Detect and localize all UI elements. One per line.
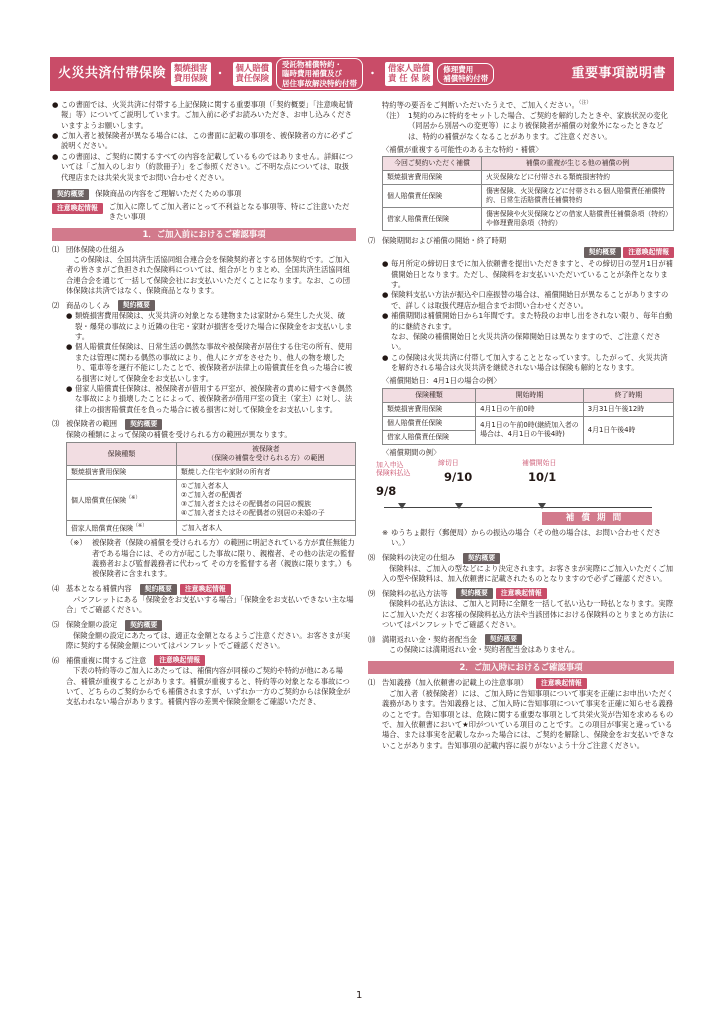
item-number: ⑼ (368, 588, 376, 598)
timeline-tick (455, 503, 463, 509)
s1-body: この保険は、全国共済生活協同組合連合会を保険契約者とする団体契約です。ご加入者の皆さまがご負担された保険料については、組合がとりまとめ、全国共済生活協同組合連合会を通じて一括して保険会社にお支払いいただくことになります。なお、この団体保険は共済ではなく、保険商品となります。 (66, 254, 351, 296)
item-title: 保険金額の設定 (66, 619, 118, 629)
header-separator: ・ (214, 67, 226, 81)
table-cell: ご加入者本人 (176, 521, 355, 536)
tag-chui: 注意喚起情報 (52, 203, 103, 214)
list-item (66, 342, 356, 383)
s4-heading (52, 584, 356, 595)
item-title: 補償重複に関するご注意 (66, 655, 147, 665)
label-line: 保険料払込 (376, 468, 411, 477)
continued-text: 特約等の要否をご判断いただいたうえで、ご加入ください。 (382, 100, 579, 110)
tag-keiyaku: 契約概要 (456, 588, 493, 599)
s5-body: 保険金額の設定にあたっては、適正な金額となるようご注意ください。お客さまが実際に契約する保険金額についてはパンフレットでご確認ください。 (66, 630, 351, 650)
s6-body-continued (368, 100, 674, 111)
list-text: 類焼損害費用保険は、火災共済の対象となる建物または家財から発生した火災、破裂・爆発の事故により近隣の住宅・家財が損害を受けた場合に保険金をお支払いします。 (75, 311, 353, 342)
s9-heading (368, 588, 674, 599)
timeline-note (368, 528, 674, 549)
item-title: 商品のしくみ (66, 300, 110, 310)
footnote-mark: （※） (66, 538, 87, 548)
item-number: ⑷ (52, 584, 60, 594)
doc-header (50, 57, 674, 91)
s10-heading (368, 634, 674, 645)
s1-heading (52, 245, 356, 255)
table-cell: 傷害保険、火災保険などに付帯される個人賠償責任補償特約、日常生活賠償責任補償特約 (481, 185, 673, 208)
s6-heading (52, 655, 356, 666)
header-box-shakuya (385, 62, 433, 86)
tag-keiyaku: 契約概要 (118, 300, 155, 311)
table-cell: 類焼損害費用保険 (383, 171, 482, 185)
list-item (382, 290, 674, 311)
table-cell: 4月1日の午前0時 (476, 402, 584, 416)
list-text: 毎月所定の締切日までに加入依頼書を提出いただきますと、その締切日の翌月1日が補償開始日となります。ただし、保険料をお支払いいただいていることが条件となります。 (391, 259, 673, 290)
footnote-mark: （注） (578, 100, 592, 106)
intro-text: ご加入者と被保険者が異なる場合には、この書面に記載の事項を、被保険者の方に必ずご説明ください。 (61, 131, 353, 151)
table-row (383, 185, 674, 208)
item-title: 保険期間および補償の開始・終了時期 (382, 236, 507, 246)
item-number: ⑵ (52, 300, 60, 310)
table-row (67, 480, 356, 521)
s8-heading (368, 553, 674, 564)
list-item (382, 259, 674, 290)
intro-text: この書面では、火災共済に付帯する上記保険に関する重要事項（「契約概要」「注意喚起情報」等）についてご説明しています。ご加入前に必ずお読みいただき、お申し込みくださいますようお願いします。 (61, 100, 353, 130)
header-paren-tokuyaku (276, 58, 363, 90)
table-row (383, 157, 674, 171)
item-title: 満期返れい金・契約者配当金 (382, 634, 477, 644)
table-row (67, 466, 356, 480)
table-cell: 借家人賠償責任保険 (383, 430, 476, 444)
legend-keiyaku (52, 189, 356, 200)
cell-text: 個人賠償責任保険 (71, 496, 127, 505)
table-cell: 類焼損害費用保険 (67, 466, 177, 480)
tag-chui: 注意喚起情報 (496, 588, 547, 599)
page-number: 1 (356, 990, 363, 1001)
table-cell: 4月1日午後4時 (583, 416, 673, 444)
tag-chui: 注意喚起情報 (154, 655, 205, 666)
table-header: 保険種類 (67, 443, 177, 466)
header-box-kojin (233, 62, 273, 86)
s7-mid-note: なお、保険の補償開始日と火災共済の保障開始日は異なりますので、ご注意ください。 (391, 331, 661, 352)
s2-heading (52, 300, 356, 311)
timeline-axis (384, 507, 652, 508)
timeline-date-apply: 9/8 (376, 483, 397, 498)
cell-line: ②ご加入者の配偶者 (180, 491, 243, 500)
bullet-mark: ● (382, 311, 389, 321)
table-cell (67, 480, 177, 521)
timeline-date-deadline: 9/10 (444, 469, 473, 484)
s4-body: パンフレットにある「保険金をお支払いする場合」「保険金をお支払いできない主な場合」でご確認ください。 (66, 594, 354, 615)
legend-keiyaku-desc: 保険商品の内容をご理解いただくための事項 (95, 189, 242, 199)
item-number: ⑶ (52, 419, 60, 429)
bullet-mark: ● (66, 311, 73, 321)
s3-lead: 保険の種類によって保険の補償を受けられる方の範囲が異なります。 (66, 429, 292, 439)
timeline-caption: 〈補償期間の例〉 (382, 447, 441, 457)
header-box-line: 借家人賠償 (388, 63, 430, 74)
s8-body: 保険料は、ご加入の型などにより決定されます。お客さまが実際にご加入いただくご加入の型や保険料は、加入依頼書に記載されたものとなりますので必ずご確認ください。 (382, 563, 673, 584)
item-number: ⑹ (52, 655, 60, 665)
intro-text: この書面は、ご契約に関するすべての内容を記載しているものではありません。詳細については「ご加入のしおり（約款冊子）」をご参照ください。ご不明な点については、取扱代理店または共栄火災までお問い合わせください。 (61, 151, 354, 182)
timeline-label-start: 補償開始日 (522, 458, 557, 467)
list-text: 補償期間は補償開始日から1年間です。また特段のお申し出をされない限り、毎年自動的に継続されます。 (391, 311, 673, 331)
label-line: 加入申込 (376, 460, 404, 469)
table-header: 今回ご契約いただく補償 (383, 157, 482, 171)
s2-list (52, 311, 356, 415)
table-row (67, 521, 356, 536)
item-number: ⑻ (368, 552, 376, 562)
bullet-mark: ● (382, 290, 389, 300)
footnote-mark: （注） (382, 110, 404, 120)
list-text: 借家人賠償責任保険は、被保険者が借用する戸室が、被保険者の責めに帰すべき偶然な事故により損壊したことによって、被保険者が借用戸室の貸主（家主）に対し、法律上の損害賠償責任を負った場合に被る損害に対して保険金をお支払いします。 (75, 383, 353, 414)
bullet-mark: ● (52, 131, 59, 141)
item-title: 被保険者の範囲 (66, 419, 118, 429)
header-separator: ・ (367, 67, 379, 81)
section-1-heading: 1．ご加入前におけるご確認事項 (52, 228, 356, 241)
footnote-mark: （※） (133, 523, 148, 530)
header-doc-type: 重要事項説明書 (571, 65, 666, 81)
bullet-mark: ● (382, 259, 389, 269)
table-cell: 傷害保険や火災保険などの借家人賠償責任補償条項（特約）や修理費用条項（特約） (481, 208, 673, 231)
s21-body: ご加入者（被保険者）には、ご加入時に告知事項について事実を正確にお申出いただく義務があります。告知義務とは、ご加入時に告知事項について事実を正確に知らせる義務のことです。告知事項とは、危険に関する重要な事項として共栄火災が告知を求めるもので、加入依頼書において★印がついている項目のことです。この項目が事実と違っている場合、または事実を記載しなかった場合には、ご契約を解除し、保険金をお支払いできないことがあります。告知事項の記載内容に誤りがないよう十分ご注意ください。 (382, 688, 674, 750)
header-title: 火災共済付帯保険 (58, 65, 167, 81)
dup-caption: 〈補償が重複する可能性のある主な特約・補償〉 (382, 144, 543, 154)
intro-item (52, 152, 356, 183)
tag-keiyaku: 契約概要 (584, 247, 621, 258)
list-item (382, 311, 674, 332)
header-paren-line: 受託物補償特約・ (282, 59, 343, 69)
dup-table (382, 156, 674, 231)
right-column (368, 100, 674, 751)
timeline-date-start: 10/1 (528, 469, 557, 484)
header-paren-shuri (437, 63, 494, 86)
s7-heading (368, 236, 674, 246)
tag-keiyaku: 契約概要 (485, 634, 522, 645)
item-title: 基本となる補償内容 (66, 584, 132, 594)
table-header: 開始時期 (476, 388, 584, 402)
header-box-line: 個人賠償 (235, 63, 270, 74)
insured-table-wrap (52, 442, 356, 536)
table-header: 終了時期 (583, 388, 673, 402)
timeline-tick (398, 503, 406, 509)
note-text: ゆうちょ銀行（郵便局）からの振込の場合（その他の場合は、お問い合わせください。） (391, 527, 661, 548)
table-row (67, 443, 356, 466)
item-title: 保険料の払込方法等 (382, 588, 448, 598)
table-cell: 3月31日午後12時 (583, 402, 673, 416)
table-cell: 個人賠償責任保険 (383, 185, 482, 208)
header-box-ruisho (171, 62, 211, 86)
table-row (383, 171, 674, 185)
legend-chui (52, 202, 356, 223)
timeline-coverage-bar: 補償期間 (542, 512, 652, 525)
start-table-caption: 〈補償開始日：4月1日の場合の例〉 (382, 376, 501, 386)
tag-keiyaku: 契約概要 (125, 620, 162, 631)
s9-body: 保険料の払込方法は、ご加入と同時に全額を一括して払い込む一時払となります。実際にご加入いただくお客様の保険料払込方法や当該団体における保険料のとりまとめ方法についてはパンフレットでご確認ください。 (382, 599, 674, 630)
table-row (383, 208, 674, 231)
item-number: ⑴ (52, 244, 60, 254)
section-2-heading: 2．ご加入時におけるご確認事項 (368, 661, 674, 674)
note-mark: ※ (382, 527, 389, 537)
header-line: （保険の補償を受けられる方）の範囲 (207, 454, 325, 463)
table-cell (67, 521, 177, 536)
tag-chui: 注意喚起情報 (536, 678, 587, 689)
table-header: 補償の重複が生じる他の補償の例 (481, 157, 673, 171)
table-row (383, 388, 674, 402)
table-cell: 借家人賠償責任保険 (383, 208, 482, 231)
dup-table-wrap (368, 156, 674, 231)
tag-keiyaku: 契約概要 (463, 553, 500, 564)
cell-text: 借家人賠償責任保険 (71, 524, 134, 533)
header-box-line: 責 任 保 険 (388, 73, 431, 83)
table-cell (176, 480, 355, 521)
s3-footnote (52, 538, 356, 579)
start-table (382, 388, 674, 445)
header-paren-line: 臨時費用補償及び (282, 69, 343, 79)
s3-heading (52, 419, 356, 430)
footnote-text: 被保険者（保険の補償を受けられる方）の範囲に明記されている方が責任無能力者である場合には、その方が起こした事故に限り、親権者、その他の法定の監督義務者および監督義務者に代わって その方を監督する者（親族に限ります。）も被保険者に含まれます。 (92, 538, 355, 579)
item-number: ⑴ (368, 678, 376, 688)
cell-line: ③ご加入者またはその配偶者の同居の親族 (180, 500, 312, 509)
header-paren-line: 補償特約付帯 (443, 74, 489, 83)
start-table-wrap (368, 388, 674, 445)
table-cell: 個人賠償責任保険 (383, 416, 476, 430)
cell-line: ④ご加入者またはその配偶者の別居の未婚の子 (180, 509, 325, 518)
list-item (382, 353, 674, 374)
list-text: 個人賠償責任保険は、日常生活の偶然な事故や被保険者が居住する住宅の所有、使用または管理に関わる偶然の事故により、他人にケガをさせたり、他人の物を壊したり、電車等を運行不能にしたことで、被保険者が法律上の賠償責任を負った場合に被る損害に対して保険金をお支払いします。 (75, 342, 353, 383)
item-title: 保険料の決定の仕組み (382, 552, 455, 562)
cell-line: ①ご加入者本人 (180, 482, 229, 491)
table-header: 保険種類 (383, 388, 476, 402)
s7-tags (368, 247, 674, 258)
intro-item (52, 100, 356, 131)
list-text: この保険は火災共済に付帯して加入することとなっています。したがって、火災共済を解約される場合は火災共済を継続されない場合は保険も解約となります。 (391, 352, 668, 372)
item-number: ⑽ (368, 634, 376, 644)
s6-footnote (368, 111, 674, 142)
table-row (383, 416, 674, 430)
table-row (383, 402, 674, 416)
s6-body: 下表の特約等のご加入にあたっては、補償内容が同様のご契約や特約が他にある場合、補償が重複することがあります。補償が重複すると、特約等の対象となる事故について、どちらのご契約からでも補償されますが、いずれか一方のご契約からは保険金が支払われない場合があります。補償内容の差異や保険金額をご確認いただき、 (66, 666, 351, 707)
footnote-text: 1契約のみに特約をセットした場合、ご契約を解約したときや、家族状況の変化（同居から別居への変更等）により被保険者が補償の対象外になったときなどは、特約の補償がなくなることがあります。ご注意ください。 (408, 110, 668, 141)
timeline-tick (538, 503, 546, 509)
table-cell: 類焼損害費用保険 (383, 402, 476, 416)
bullet-mark: ● (382, 352, 389, 362)
item-number: ⑸ (52, 619, 60, 629)
s5-heading (52, 620, 356, 631)
s10-body: この保険には満期返れい金・契約者配当金はありません。 (389, 645, 580, 655)
s21-heading (368, 678, 674, 689)
table-cell: 4月1日の午前0時(継続加入者の場合は、4月1日の午後4時) (476, 416, 584, 444)
footnote-mark: （※） (126, 495, 141, 502)
tag-chui: 注意喚起情報 (180, 584, 231, 595)
item-title: 団体保険の仕組み (66, 244, 125, 254)
coverage-timeline (374, 460, 674, 528)
list-item (66, 311, 356, 342)
tag-chui: 注意喚起情報 (623, 247, 674, 258)
left-column (52, 100, 356, 708)
bullet-mark: ● (52, 151, 59, 161)
table-header (176, 443, 355, 466)
table-cell: 火災保険などに付帯される類焼損害特約 (481, 171, 673, 185)
bullet-mark: ● (66, 383, 73, 393)
list-text: 保険料支払い方法が振込や口座振替の場合は、補償開始日が異なることがありますので、詳しくは取扱代理店か組合までお問い合わせください。 (391, 290, 669, 310)
header-paren-line: 修理費用 (443, 64, 474, 74)
item-number: ⑺ (368, 236, 376, 246)
tag-keiyaku: 契約概要 (125, 419, 162, 430)
list-item (66, 384, 356, 415)
header-box-line: 費用保険 (174, 73, 208, 83)
timeline-label-apply (376, 462, 410, 478)
header-paren-line: 居住事故解決特約付帯 (282, 78, 358, 88)
timeline-label-deadline: 締切日 (438, 458, 459, 467)
header-box-line: 責任保険 (235, 73, 270, 83)
legend-chui-desc: ご加入に際してご加入者にとって不利益となる事項等、特にご注意いただきたい事項 (108, 201, 350, 222)
header-box-line: 類焼損害 (174, 63, 208, 74)
s7-list (368, 259, 674, 373)
tag-keiyaku: 契約概要 (52, 189, 89, 200)
bullet-mark: ● (66, 342, 73, 352)
insured-table (66, 442, 356, 536)
tag-keiyaku: 契約概要 (140, 584, 177, 595)
table-cell: 類焼した住宅や家財の所有者 (176, 466, 355, 480)
item-title: 告知義務（加入依頼書の記載上の注意事項） (382, 678, 528, 688)
bullet-mark: ● (52, 100, 59, 109)
intro-item (52, 131, 356, 152)
header-line: 被保険者 (252, 445, 280, 454)
